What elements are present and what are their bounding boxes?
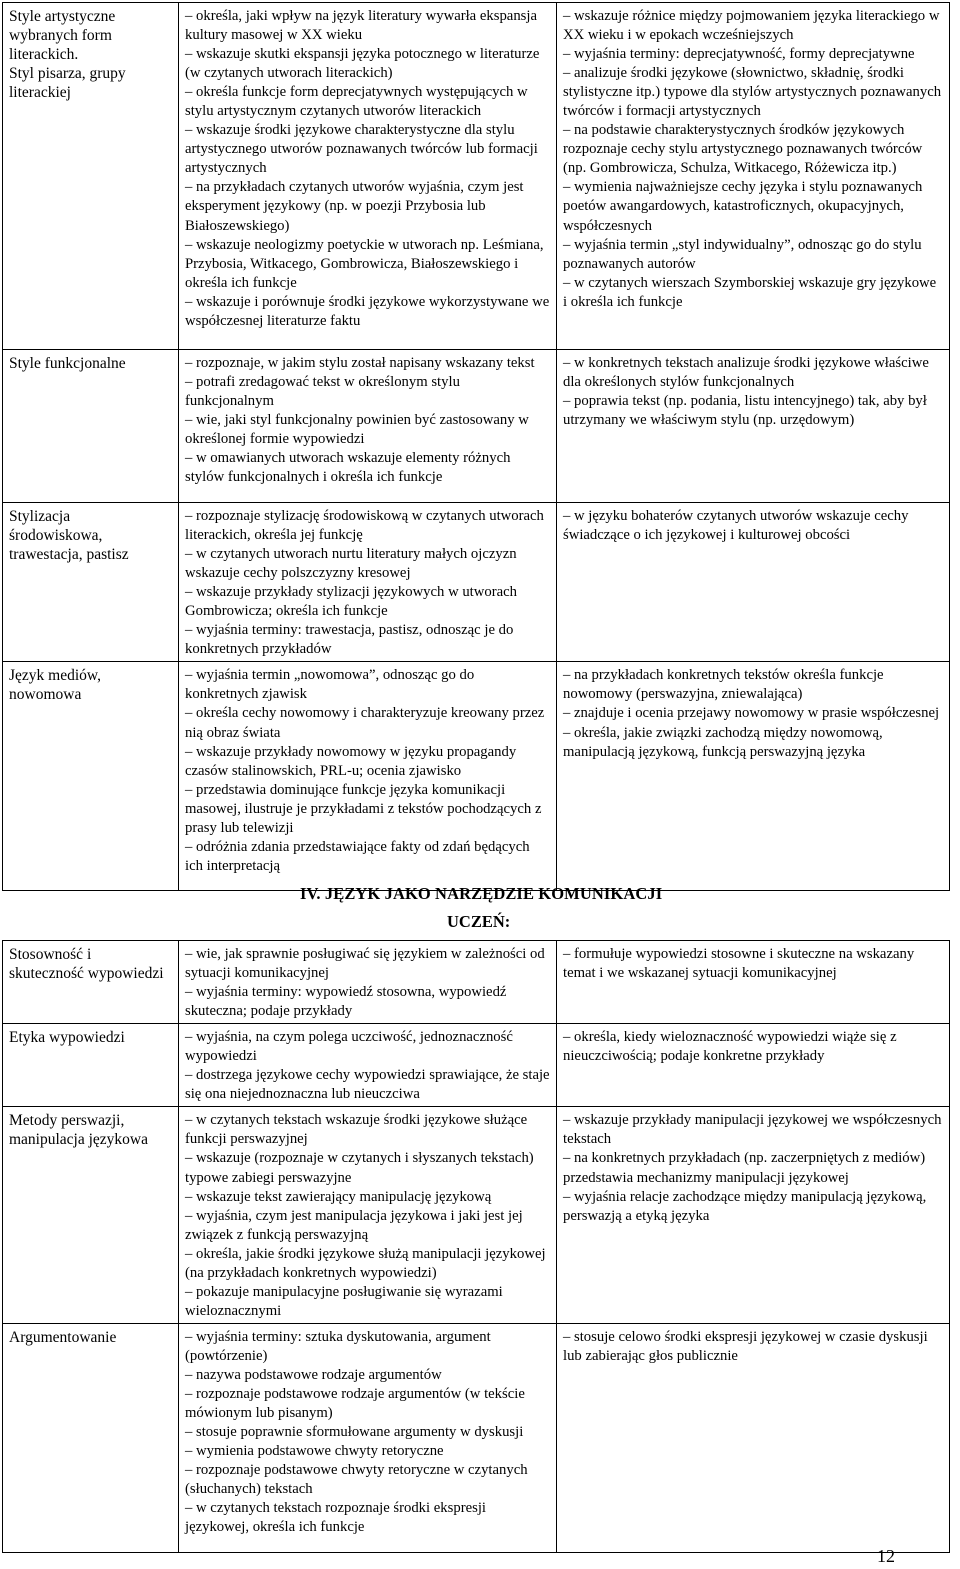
list-item: – w języku bohaterów czytanych utworów wskazuje cechy świadczące o ich językowej i kulturowej obcości bbox=[563, 508, 909, 544]
topic-cell: Język mediów, nowomowa bbox=[3, 662, 179, 891]
list-item: – rozpoznaje podstawowe rodzaje argumentów (w tekście mówionym lub pisanym) bbox=[185, 1386, 525, 1422]
basic-requirements-cell bbox=[179, 350, 557, 503]
list-item: – określa cechy nowomowy i charakteryzuje kreowany przez nią obraz świata bbox=[185, 705, 545, 741]
section-subheading: UCZEŃ: bbox=[447, 912, 511, 931]
list-item: – potrafi zredagować tekst w określonym stylu funkcjonalnym bbox=[185, 374, 460, 410]
list-item: – stosuje celowo środki ekspresji językowej w czasie dyskusji lub zabierając głos publicznie bbox=[563, 1328, 928, 1364]
topic-cell: Stylizacja środowiskowa, trawestacja, pastisz bbox=[3, 503, 179, 662]
list-item: – wskazuje tekst zawierający manipulację językową bbox=[185, 1188, 492, 1205]
table-row bbox=[3, 350, 950, 503]
list-item: – na podstawie charakterystycznych środków językowych rozpoznaje cechy stylu artystycznego poznawanych twórców (np. Gombrowicza, Schulza, Witkacego, Różewicza itp.) bbox=[563, 122, 923, 177]
extended-requirements-cell bbox=[557, 662, 950, 891]
list-item: – wymienia podstawowe chwyty retoryczne bbox=[185, 1443, 444, 1460]
list-item: – analizuje środki językowe (słownictwo, składnię, środki stylistyczne itp.) typowe dla stylów artystycznych poznawanych twórców i formacji artystycznych bbox=[563, 65, 942, 120]
basic-requirements-cell bbox=[179, 503, 557, 662]
basic-requirements-cell bbox=[179, 1024, 557, 1107]
list-item: – określa, kiedy wieloznaczność wypowiedzi wiąże się z nieuczciwością; podaje konkretne przykłady bbox=[563, 1029, 897, 1065]
list-item: – na przykładach konkretnych tekstów określa funkcje nowomowy (perswazyjna, zniewalająca) bbox=[563, 667, 884, 703]
extended-requirements-cell bbox=[557, 1323, 950, 1552]
table-row bbox=[3, 1107, 950, 1324]
basic-requirements-cell bbox=[179, 1107, 557, 1324]
list-item: – rozpoznaje stylizację środowiskową w czytanych utworach literackich, określa jej funkcję bbox=[185, 508, 544, 544]
list-item: – znajduje i ocenia przejawy nowomowy w prasie współczesnej bbox=[563, 705, 940, 722]
list-item: – określa, jakie związki zachodzą między nowomową, manipulacją językową, funkcją perswazyjną języka bbox=[563, 724, 883, 760]
list-item: – w czytanych wierszach Szymborskiej wskazuje gry językowe i określa ich funkcje bbox=[563, 274, 937, 310]
section-heading: IV. JĘZYK JAKO NARZĘDZIE KOMUNIKACJI bbox=[300, 884, 663, 903]
list-item: – w konkretnych tekstach analizuje środki językowe właściwe dla określonych stylów funkcjonalnych bbox=[563, 355, 929, 391]
list-item: – określa, jakie środki językowe służą manipulacji językowej (na przykładach konkretnych wypowiedzi) bbox=[185, 1245, 546, 1281]
extended-requirements-cell bbox=[557, 1024, 950, 1107]
extended-requirements-cell bbox=[557, 1107, 950, 1324]
list-item: – w omawianych utworach wskazuje elementy różnych stylów funkcjonalnych i określa ich funkcje bbox=[185, 450, 511, 486]
table-row bbox=[3, 1323, 950, 1552]
list-item: – pokazuje manipulacyjne posługiwanie się wyrazami wieloznacznymi bbox=[185, 1283, 503, 1319]
list-item: – w czytanych utworach nurtu literatury małych ojczyzn wskazuje cechy polszczyzny kresowej bbox=[185, 546, 517, 582]
table-row bbox=[3, 941, 950, 1024]
list-item: – stosuje poprawnie sformułowane argumenty w dyskusji bbox=[185, 1424, 524, 1441]
list-item: – na konkretnych przykładach (np. zaczerpniętych z mediów) przedstawia mechanizmy manipulacji językowej bbox=[563, 1150, 926, 1186]
list-item: – wskazuje środki językowe charakterystyczne dla stylu artystycznego utworów poznawanych twórców lub formacji artystycznych bbox=[185, 122, 538, 177]
basic-requirements-cell bbox=[179, 3, 557, 350]
list-item: – wyjaśnia relacje zachodzące między manipulacją językową, perswazją a etyką języka bbox=[563, 1188, 927, 1224]
extended-requirements-cell bbox=[557, 941, 950, 1024]
list-item: – określa, jaki wpływ na język literatury wywarła ekspansja kultury masowej w XX wieku bbox=[185, 8, 537, 44]
topic-cell: Metody perswazji, manipulacja językowa bbox=[3, 1107, 179, 1324]
competency-table-section-4 bbox=[2, 940, 950, 1553]
list-item: – wskazuje przykłady stylizacji językowych w utworach Gombrowicza; określa ich funkcje bbox=[185, 584, 517, 620]
topic-cell: Argumentowanie bbox=[3, 1323, 179, 1552]
list-item: – określa funkcje form deprecjatywnych występujących w stylu artystycznym czytanych utworów literackich bbox=[185, 84, 528, 120]
topic-cell: Style funkcjonalne bbox=[3, 350, 179, 503]
extended-requirements-cell bbox=[557, 3, 950, 350]
list-item: – wyjaśnia termin „nowomowa”, odnosząc go do konkretnych zjawisk bbox=[185, 667, 475, 703]
list-item: – na przykładach czytanych utworów wyjaśnia, czym jest eksperyment językowy (np. w poezji Przybosia lub Białoszewskiego) bbox=[185, 179, 524, 234]
list-item: – nazywa podstawowe rodzaje argumentów bbox=[185, 1366, 442, 1383]
list-item: – wyjaśnia, czym jest manipulacja językowa i jaki jest jej związek z funkcją perswazyjną bbox=[185, 1207, 523, 1243]
table-row bbox=[3, 1024, 950, 1107]
list-item: – wskazuje przykłady nowomowy w języku propagandy czasów stalinowskich, PRL-u; ocenia zjawisko bbox=[185, 743, 517, 779]
list-item: – wie, jak sprawnie posługiwać się językiem w zależności od sytuacji komunikacyjnej bbox=[185, 946, 545, 982]
list-item: – w czytanych tekstach wskazuje środki językowe służące funkcji perswazyjnej bbox=[185, 1112, 528, 1148]
extended-requirements-cell bbox=[557, 503, 950, 662]
list-item: – formułuje wypowiedzi stosowne i skuteczne na wskazany temat i we wskazanej sytuacji komunikacyjnej bbox=[563, 946, 915, 982]
list-item: – w czytanych tekstach rozpoznaje środki ekspresji językowej, określa ich funkcje bbox=[185, 1500, 486, 1536]
list-item: – wskazuje skutki ekspansji języka potocznego w literaturze (w czytanych utworach literackich) bbox=[185, 46, 540, 82]
topic-cell: Stosowność i skuteczność wypowiedzi bbox=[3, 941, 179, 1024]
list-item: – dostrzega językowe cechy wypowiedzi sprawiające, że staje się ona niejednoznaczna lub nieuczciwa bbox=[185, 1067, 550, 1103]
page-number: 12 bbox=[877, 1546, 895, 1566]
list-item: – rozpoznaje podstawowe chwyty retoryczne w czytanych (słuchanych) tekstach bbox=[185, 1462, 528, 1498]
list-item: – poprawia tekst (np. podania, listu intencyjnego) tak, aby był utrzymany we właściwym stylu (np. urzędowym) bbox=[563, 393, 927, 429]
list-item: – wie, jaki styl funkcjonalny powinien być zastosowany w określonej formie wypowiedzi bbox=[185, 412, 529, 448]
list-item: – wskazuje różnice między pojmowaniem języka literackiego w XX wieku i w epokach wcześniejszych bbox=[563, 8, 940, 44]
basic-requirements-cell bbox=[179, 1323, 557, 1552]
list-item: – wskazuje neologizmy poetyckie w utworach np. Leśmiana, Przybosia, Witkacego, Gombrowicza, Białoszewskiego i określa ich funkcje bbox=[185, 236, 544, 291]
list-item: – wymienia najważniejsze cechy języka i stylu poznawanych poetów awangardowych, katastroficznych, okupacyjnych, współczesnych bbox=[563, 179, 923, 234]
list-item: – wyjaśnia terminy: trawestacja, pastisz, odnosząc je do konkretnych przykładów bbox=[185, 622, 514, 658]
list-item: – wskazuje przykłady manipulacji językowej we współczesnych tekstach bbox=[563, 1112, 942, 1148]
list-item: – wyjaśnia terminy: sztuka dyskutowania, argument (powtórzenie) bbox=[185, 1328, 491, 1364]
extended-requirements-cell bbox=[557, 350, 950, 503]
table-row bbox=[3, 3, 950, 350]
table-row bbox=[3, 503, 950, 662]
list-item: – wskazuje (rozpoznaje w czytanych i słyszanych tekstach) typowe zabiegi perswazyjne bbox=[185, 1150, 534, 1186]
list-item: – rozpoznaje, w jakim stylu został napisany wskazany tekst bbox=[185, 355, 535, 371]
table-row bbox=[3, 662, 950, 891]
list-item: – przedstawia dominujące funkcje języka komunikacji masowej, ilustruje je przykładami z tekstów pochodzących z prasy lub telewizji bbox=[185, 781, 542, 836]
list-item: – wyjaśnia terminy: wypowiedź stosowna, wypowiedź skuteczna; podaje przykłady bbox=[185, 984, 507, 1020]
list-item: – wskazuje i porównuje środki językowe wykorzystywane we współczesnej literaturze faktu bbox=[185, 293, 550, 329]
list-item: – wyjaśnia terminy: deprecjatywność, formy deprecjatywne bbox=[563, 46, 915, 63]
list-item: – wyjaśnia termin „styl indywidualny”, odnosząc go do stylu poznawanych autorów bbox=[563, 236, 922, 272]
basic-requirements-cell bbox=[179, 662, 557, 891]
topic-cell: Style artystyczne wybranych form literackich. Styl pisarza, grupy literackiej bbox=[3, 3, 179, 350]
list-item: – odróżnia zdania przedstawiające fakty od zdań będących ich interpretacją bbox=[185, 838, 530, 874]
basic-requirements-cell bbox=[179, 941, 557, 1024]
list-item: – wyjaśnia, na czym polega uczciwość, jednoznaczność wypowiedzi bbox=[185, 1029, 513, 1065]
competency-table-section-3 bbox=[2, 2, 950, 891]
topic-cell: Etyka wypowiedzi bbox=[3, 1024, 179, 1107]
